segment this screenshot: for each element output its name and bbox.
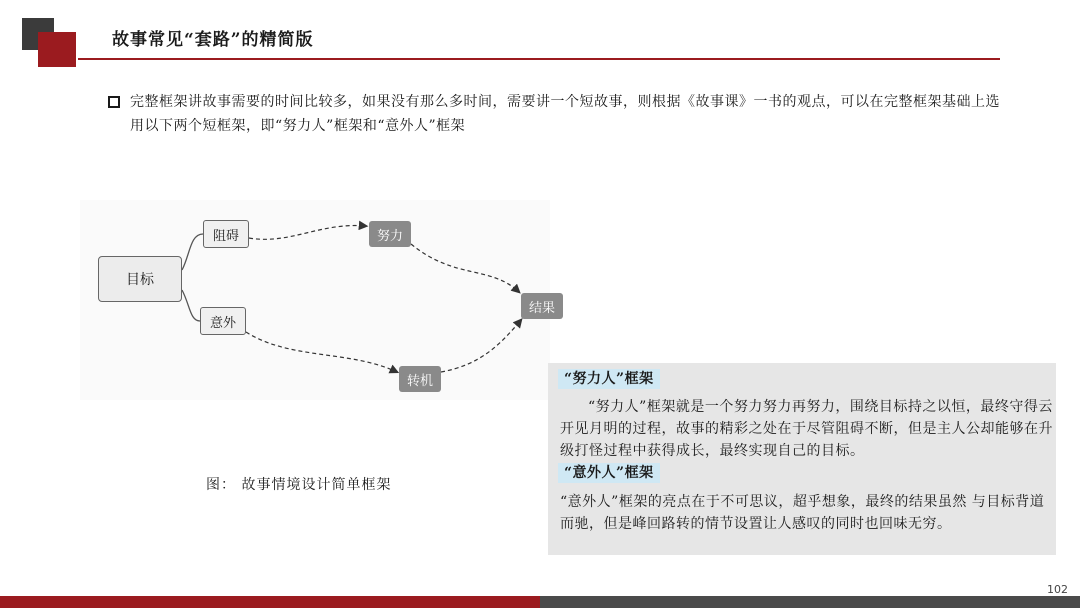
- logo-square-red: [38, 32, 76, 67]
- effort-framework-tag: “努力人”框架: [558, 369, 660, 389]
- accident-framework-tag: “意外人”框架: [558, 463, 660, 483]
- node-obstacle: 阻碍: [203, 220, 249, 248]
- intro-paragraph: 完整框架讲故事需要的时间比较多，如果没有那么多时间，需要讲一个短故事，则根据《故事课》一书的观点，可以在完整框架基础上选用以下两个短框架，即“努力人”框架和“意外人”框架: [130, 94, 1000, 134]
- page-number: 102: [1047, 583, 1068, 596]
- node-accident: 意外: [200, 307, 246, 335]
- figure-caption: 图： 故事情境设计简单框架: [206, 477, 392, 493]
- node-result: 结果: [521, 293, 563, 319]
- node-effort: 努力: [369, 221, 411, 247]
- footer-bar-gray: [540, 596, 1080, 608]
- accident-framework-description: “意外人”框架的亮点在于不可思议，超乎想象，最终的结果虽然 与目标背道而驰，但是峰回路转的情节设置让人感叹的同时也回味无穷。: [560, 494, 1045, 532]
- header-divider: [78, 58, 1000, 60]
- checkbox-bullet-icon: [108, 96, 120, 108]
- node-turn: 转机: [399, 366, 441, 392]
- page-title: 故事常见“套路”的精简版: [112, 30, 314, 50]
- effort-framework-description: “努力人”框架就是一个努力努力再努力，围绕目标持之以恒，最终守得云开见月明的过程，故事的精彩之处在于尽管阻碍不断，但是主人公却能够在升级打怪过程中获得成长，最终实现自己的目标。: [560, 399, 1053, 459]
- footer-bar-red: [0, 596, 540, 608]
- node-goal: 目标: [98, 256, 182, 302]
